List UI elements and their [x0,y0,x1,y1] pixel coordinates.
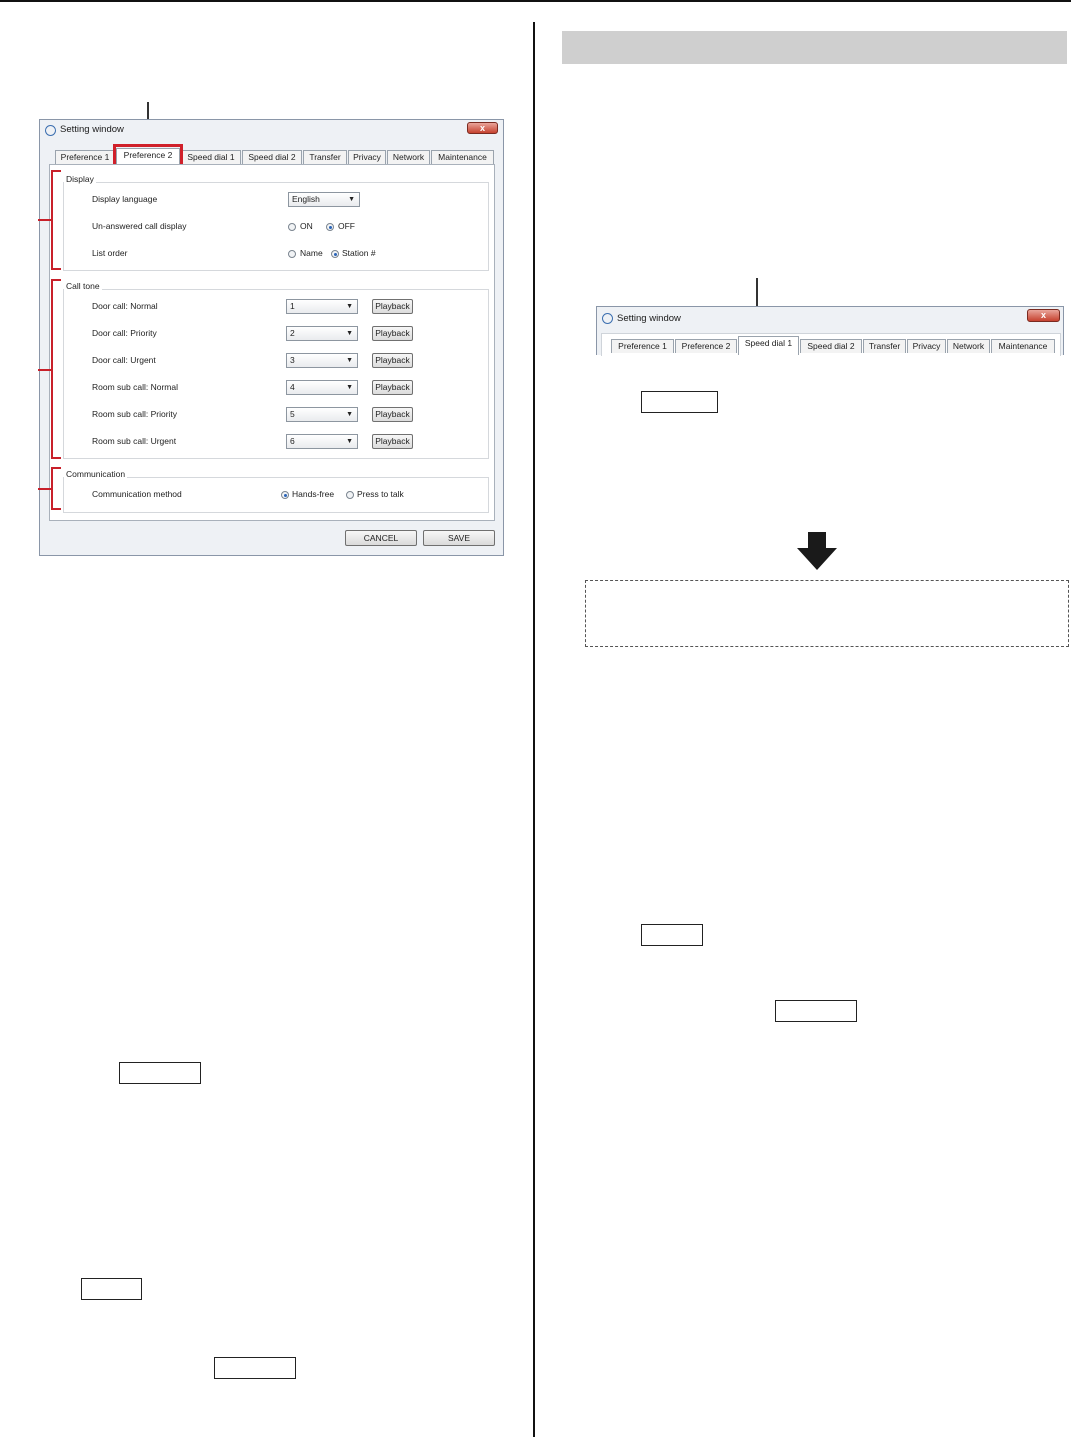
tab-network[interactable]: Network [387,150,430,164]
unanswered-on-label: ON [300,221,313,231]
tone-row-label: Room sub call: Normal [92,382,178,392]
app-icon [45,125,56,136]
chevron-down-icon: ▼ [346,438,353,445]
list-order-station-label: Station # [342,248,376,258]
tab-preference-2[interactable]: Preference 2 [675,339,737,353]
playback-button[interactable]: Playback [372,407,413,422]
close-icon: x [1040,310,1046,320]
press-to-talk-label: Press to talk [357,489,404,499]
communication-bracket-bottom [51,508,61,510]
communication-bracket [51,467,53,510]
call-tone-bracket-top [51,279,61,281]
tab-speed-dial-2[interactable]: Speed dial 2 [242,150,302,164]
inline-button-outline [119,1062,201,1084]
display-language-select[interactable] [288,192,360,207]
close-button[interactable] [1027,309,1060,322]
call-tone-group-label: Call tone [66,281,100,291]
display-bracket-leader [38,219,51,221]
inline-button-outline [775,1000,857,1022]
tone-row-label: Room sub call: Urgent [92,436,177,446]
tab-preference-1[interactable]: Preference 1 [611,339,674,353]
tone-select-value: 6 [290,436,295,446]
window-title: Setting window [617,313,681,324]
communication-method-label: Communication method [92,489,182,499]
tone-select[interactable] [286,299,358,314]
inline-button-outline [214,1357,296,1379]
tone-select[interactable] [286,434,358,449]
top-rule [0,0,1071,2]
call-tone-bracket [51,279,53,459]
display-bracket-top [51,170,61,172]
unanswered-call-label: Un-answered call display [92,221,187,231]
tab-transfer[interactable]: Transfer [303,150,347,164]
press-to-talk-radio[interactable] [346,491,354,499]
tone-select-value: 4 [290,382,295,392]
playback-button[interactable]: Playback [372,353,413,368]
app-icon [602,313,613,324]
hands-free-label: Hands-free [292,489,335,499]
inline-button-outline [81,1278,142,1300]
window-title: Setting window [60,124,124,135]
playback-button[interactable]: Playback [372,380,413,395]
call-tone-bracket-bottom [51,457,61,459]
tab-maintenance[interactable]: Maintenance [431,150,494,164]
tab-speed-dial-2[interactable]: Speed dial 2 [800,339,862,353]
save-button[interactable]: SAVE [423,530,495,546]
tab-network[interactable]: Network [947,339,990,353]
arrow-down-icon [797,532,837,570]
display-group-label: Display [66,174,94,184]
tab-privacy[interactable]: Privacy [907,339,946,353]
tone-row-label: Door call: Normal [92,301,158,311]
column-separator [533,22,535,1437]
display-bracket-bottom [51,268,61,270]
chevron-down-icon: ▼ [346,384,353,391]
tone-select[interactable] [286,326,358,341]
list-order-station-radio[interactable] [331,250,339,258]
setting-window-small [596,306,1064,355]
hands-free-radio[interactable] [281,491,289,499]
unanswered-off-label: OFF [338,221,355,231]
tone-select[interactable] [286,380,358,395]
list-order-name-label: Name [300,248,323,258]
playback-button[interactable]: Playback [372,326,413,341]
tab-transfer[interactable]: Transfer [863,339,906,353]
cancel-button[interactable]: CANCEL [345,530,417,546]
tone-select-value: 3 [290,355,295,365]
chevron-down-icon: ▼ [346,330,353,337]
tab-speed-dial-1[interactable]: Speed dial 1 [738,336,799,355]
communication-group-label: Communication [66,469,126,479]
tab-privacy[interactable]: Privacy [348,150,386,164]
setting-window [39,119,504,556]
display-bracket [51,170,53,270]
unanswered-on-radio[interactable] [288,223,296,231]
preference-2-panel [49,164,495,521]
tone-select[interactable] [286,407,358,422]
tone-select-value: 5 [290,409,295,419]
communication-bracket-leader [38,488,51,490]
call-tone-bracket-leader [38,369,51,371]
tone-row-label: Door call: Urgent [92,355,156,365]
inline-button-outline [641,391,718,413]
tab-maintenance[interactable]: Maintenance [991,339,1055,353]
tab-preference-2[interactable]: Preference 2 [116,148,180,164]
tab-preference-1[interactable]: Preference 1 [55,150,115,164]
tone-select[interactable] [286,353,358,368]
communication-bracket-top [51,467,61,469]
chevron-down-icon: ▼ [346,303,353,310]
display-language-label: Display language [92,194,158,204]
playback-button[interactable]: Playback [372,299,413,314]
section-header-bar [562,31,1067,64]
tone-select-value: 1 [290,301,295,311]
close-button[interactable] [467,122,498,134]
chevron-down-icon: ▼ [346,411,353,418]
chevron-down-icon: ▼ [348,196,355,203]
tone-row-label: Room sub call: Priority [92,409,178,419]
note-box [585,580,1069,647]
call-tone-group [63,289,489,459]
tab-speed-dial-1[interactable]: Speed dial 1 [181,150,241,164]
tone-row-label: Door call: Priority [92,328,157,338]
tone-select-value: 2 [290,328,295,338]
inline-button-outline [641,924,703,946]
unanswered-off-radio[interactable] [326,223,334,231]
close-icon: x [479,123,485,133]
display-language-value: English [292,194,320,204]
list-order-label: List order [92,248,128,258]
list-order-name-radio[interactable] [288,250,296,258]
playback-button[interactable]: Playback [372,434,413,449]
chevron-down-icon: ▼ [346,357,353,364]
